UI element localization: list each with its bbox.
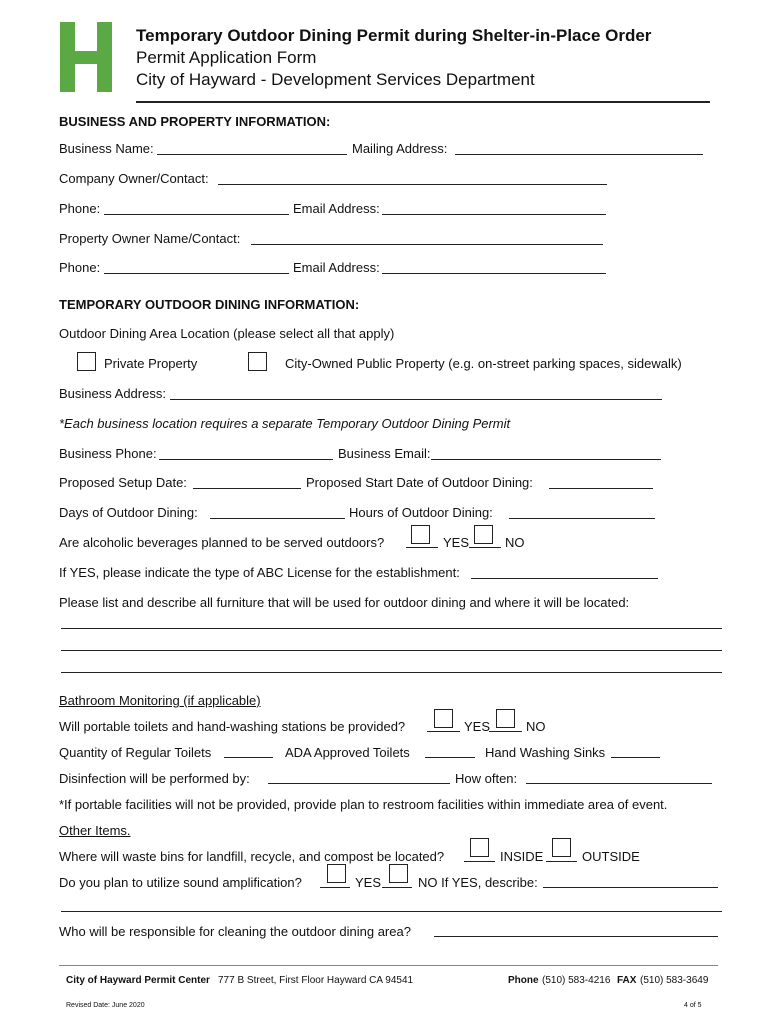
waste-bins-question: Where will waste bins for landfill, recycle, and compost be located? bbox=[59, 849, 445, 864]
footer-phone-label: Phone bbox=[508, 975, 539, 986]
owner-phone-field[interactable] bbox=[104, 273, 289, 274]
regular-toilets-label: Quantity of Regular Toilets bbox=[59, 745, 212, 760]
waste-inside-underline bbox=[464, 861, 495, 862]
alcohol-yes-underline bbox=[406, 547, 438, 548]
waste-outside-label: OUTSIDE bbox=[582, 849, 640, 864]
portable-no-checkbox[interactable] bbox=[496, 709, 515, 728]
hours-label: Hours of Outdoor Dining: bbox=[349, 505, 493, 520]
section-heading-business: BUSINESS AND PROPERTY INFORMATION: bbox=[59, 114, 331, 129]
company-owner-label: Company Owner/Contact: bbox=[59, 171, 209, 186]
hayward-logo-icon bbox=[60, 22, 112, 92]
disinfection-label: Disinfection will be performed by: bbox=[59, 771, 250, 786]
waste-inside-checkbox[interactable] bbox=[470, 838, 489, 857]
mailing-address-label: Mailing Address: bbox=[352, 141, 448, 156]
portable-no-label: NO bbox=[526, 719, 546, 734]
business-address-label: Business Address: bbox=[59, 386, 166, 401]
footer-address: 777 B Street, First Floor Hayward CA 94541 bbox=[218, 975, 414, 986]
alcohol-yes-label: YES bbox=[443, 535, 470, 550]
property-owner-field[interactable] bbox=[251, 244, 603, 245]
portable-yes-checkbox[interactable] bbox=[434, 709, 453, 728]
owner-email-field[interactable] bbox=[382, 273, 606, 274]
business-email-field[interactable] bbox=[431, 459, 661, 460]
alcohol-yes-checkbox[interactable] bbox=[411, 525, 430, 544]
cleaning-question: Who will be responsible for cleaning the outdoor dining area? bbox=[59, 924, 411, 939]
email-field[interactable] bbox=[382, 214, 606, 215]
days-field[interactable] bbox=[210, 518, 345, 519]
how-often-label: How often: bbox=[455, 771, 518, 786]
sound-describe-field[interactable] bbox=[543, 887, 718, 888]
revised-date: Revised Date: June 2020 bbox=[66, 1002, 145, 1009]
cleaning-field[interactable] bbox=[434, 936, 718, 937]
owner-phone-label: Phone: bbox=[59, 260, 101, 275]
sound-no-underline bbox=[382, 887, 412, 888]
business-phone-label: Business Phone: bbox=[59, 446, 157, 461]
portable-yes-label: YES bbox=[464, 719, 491, 734]
company-owner-field[interactable] bbox=[218, 184, 607, 185]
hours-field[interactable] bbox=[509, 518, 655, 519]
sound-no-describe-label: NO If YES, describe: bbox=[418, 875, 538, 890]
start-date-field[interactable] bbox=[549, 488, 653, 489]
abc-license-label: If YES, please indicate the type of ABC License for the establishment: bbox=[59, 565, 460, 580]
setup-date-label: Proposed Setup Date: bbox=[59, 475, 187, 490]
abc-license-field[interactable] bbox=[471, 578, 658, 579]
bathroom-heading: Bathroom Monitoring (if applicable) bbox=[59, 693, 261, 708]
email-label: Email Address: bbox=[293, 201, 380, 216]
regular-toilets-field[interactable] bbox=[224, 757, 273, 758]
other-items-heading: Other Items. bbox=[59, 823, 131, 838]
page-number: 4 of 5 bbox=[684, 1002, 702, 1009]
sound-yes-label: YES bbox=[355, 875, 382, 890]
portable-yes-underline bbox=[427, 731, 460, 732]
disinfection-field[interactable] bbox=[268, 783, 450, 784]
furniture-field-line-1[interactable] bbox=[61, 628, 722, 629]
days-label: Days of Outdoor Dining: bbox=[59, 505, 198, 520]
waste-inside-label: INSIDE bbox=[500, 849, 544, 864]
furniture-field-line-2[interactable] bbox=[61, 650, 722, 651]
footer-divider bbox=[59, 965, 718, 966]
alcohol-no-underline bbox=[469, 547, 501, 548]
footer-phone: (510) 583-4216 bbox=[542, 975, 611, 986]
private-property-label: Private Property bbox=[104, 356, 198, 371]
business-phone-field[interactable] bbox=[159, 459, 333, 460]
business-email-label: Business Email: bbox=[338, 446, 431, 461]
portable-no-underline bbox=[489, 731, 522, 732]
waste-outside-underline bbox=[546, 861, 577, 862]
footer-center-name: City of Hayward Permit Center bbox=[66, 975, 210, 986]
header-divider bbox=[136, 101, 710, 103]
furniture-label: Please list and describe all furniture that will be used for outdoor dining and where it will be located: bbox=[59, 595, 630, 610]
section-heading-dining: TEMPORARY OUTDOOR DINING INFORMATION: bbox=[59, 297, 360, 312]
waste-outside-checkbox[interactable] bbox=[552, 838, 571, 857]
city-property-label: City-Owned Public Property (e.g. on-street parking spaces, sidewalk) bbox=[285, 356, 682, 371]
property-owner-label: Property Owner Name/Contact: bbox=[59, 231, 241, 246]
owner-email-label: Email Address: bbox=[293, 260, 380, 275]
start-date-label: Proposed Start Date of Outdoor Dining: bbox=[306, 475, 533, 490]
restroom-plan-note: *If portable facilities will not be provided, provide plan to restroom facilities within immediate area of event. bbox=[59, 797, 668, 812]
footer-fax-label: FAX bbox=[617, 975, 637, 986]
city-property-checkbox[interactable] bbox=[248, 352, 267, 371]
department-name: City of Hayward - Development Services Department bbox=[136, 70, 535, 89]
private-property-checkbox[interactable] bbox=[77, 352, 96, 371]
document-title: Temporary Outdoor Dining Permit during Shelter-in-Place Order bbox=[136, 26, 652, 45]
mailing-address-field[interactable] bbox=[455, 154, 703, 155]
ada-toilets-label: ADA Approved Toilets bbox=[285, 745, 410, 760]
setup-date-field[interactable] bbox=[193, 488, 301, 489]
portable-toilets-question: Will portable toilets and hand-washing stations be provided? bbox=[59, 719, 406, 734]
hand-washing-field[interactable] bbox=[611, 757, 660, 758]
location-label: Outdoor Dining Area Location (please select all that apply) bbox=[59, 326, 395, 341]
sound-yes-checkbox[interactable] bbox=[327, 864, 346, 883]
alcohol-question: Are alcoholic beverages planned to be served outdoors? bbox=[59, 535, 385, 550]
sound-no-checkbox[interactable] bbox=[389, 864, 408, 883]
sound-describe-field-line-2[interactable] bbox=[61, 911, 722, 912]
document-subtitle: Permit Application Form bbox=[136, 48, 317, 67]
ada-toilets-field[interactable] bbox=[425, 757, 475, 758]
phone-label: Phone: bbox=[59, 201, 101, 216]
hand-washing-label: Hand Washing Sinks bbox=[485, 745, 606, 760]
footer-fax: (510) 583-3649 bbox=[640, 975, 709, 986]
sound-question: Do you plan to utilize sound amplification? bbox=[59, 875, 302, 890]
how-often-field[interactable] bbox=[526, 783, 712, 784]
business-name-label: Business Name: bbox=[59, 141, 154, 156]
furniture-field-line-3[interactable] bbox=[61, 672, 722, 673]
business-name-field[interactable] bbox=[157, 154, 347, 155]
sound-yes-underline bbox=[320, 887, 350, 888]
alcohol-no-checkbox[interactable] bbox=[474, 525, 493, 544]
separate-permit-note: *Each business location requires a separate Temporary Outdoor Dining Permit bbox=[59, 416, 511, 431]
business-address-field[interactable] bbox=[170, 399, 662, 400]
phone-field[interactable] bbox=[104, 214, 289, 215]
alcohol-no-label: NO bbox=[505, 535, 525, 550]
